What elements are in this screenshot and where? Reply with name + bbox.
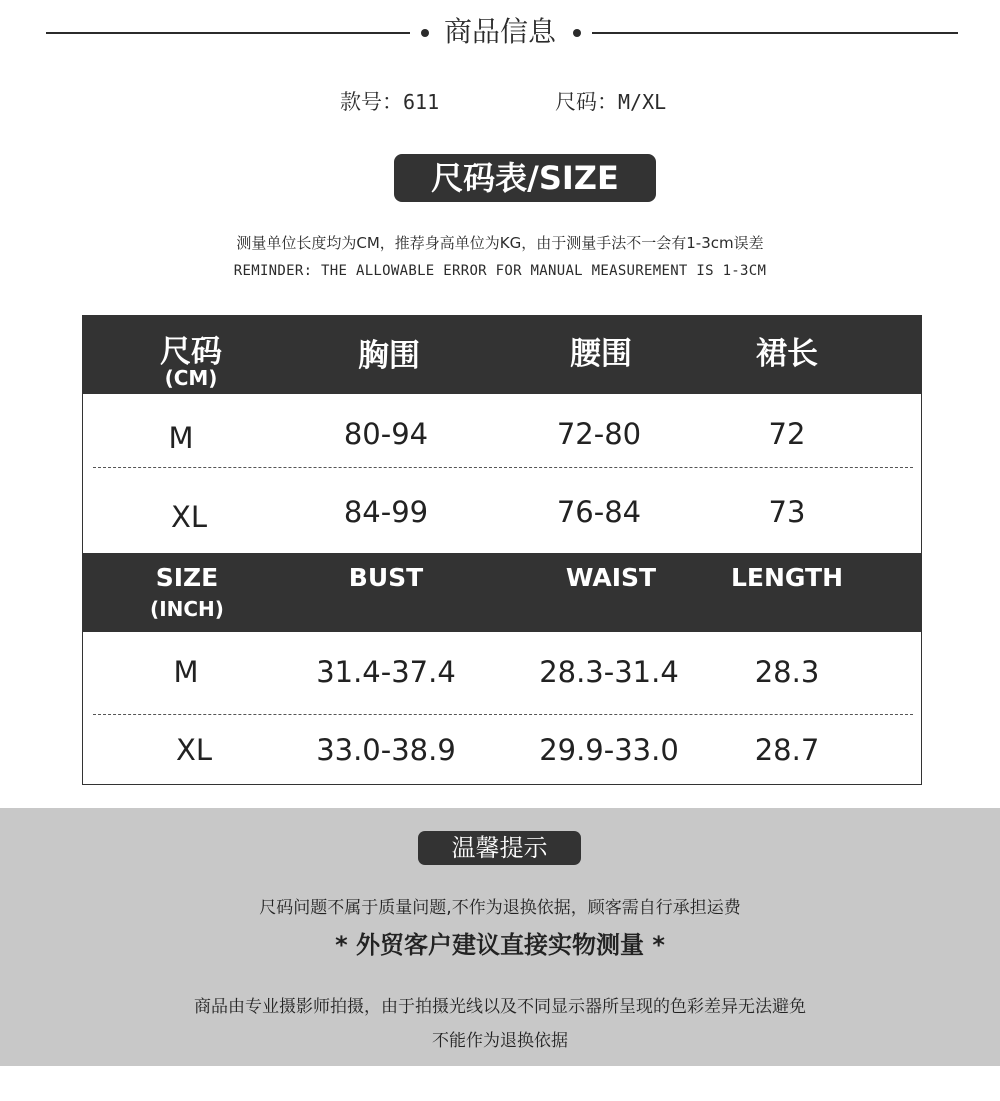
header-line-left bbox=[46, 32, 410, 34]
inch-row-xl-waist: 29.9-33.0 bbox=[539, 733, 679, 767]
style-number-value: 611 bbox=[403, 90, 440, 114]
inch-header-bust: BUST bbox=[348, 563, 424, 592]
inch-header-unit: (INCH) bbox=[150, 597, 224, 621]
header-line-right bbox=[592, 32, 958, 34]
inch-row-m-length: 28.3 bbox=[754, 655, 820, 689]
cm-header-waist: 腰围 bbox=[570, 336, 632, 372]
cm-header-bust: 胸围 bbox=[358, 338, 420, 374]
size-info-value: M/XL bbox=[618, 90, 667, 114]
cm-row-m-length: 72 bbox=[768, 417, 806, 451]
tips-line-2: * 外贸客户建议直接实物测量 * bbox=[335, 931, 665, 959]
cm-row-xl-bust: 84-99 bbox=[343, 495, 429, 529]
inch-row-xl-bust: 33.0-38.9 bbox=[316, 733, 456, 767]
cm-row-xl-length: 73 bbox=[768, 495, 806, 529]
cm-row-m-bust: 80-94 bbox=[343, 417, 429, 451]
inch-header-waist: WAIST bbox=[565, 563, 657, 592]
measurement-note-en: REMINDER: THE ALLOWABLE ERROR FOR MANUAL MEASUREMENT IS 1-3CM bbox=[233, 263, 767, 279]
cm-row-xl-size: XL bbox=[170, 500, 208, 534]
tips-badge: 温馨提示 bbox=[418, 831, 581, 865]
inch-header-length: LENGTH bbox=[731, 563, 843, 592]
inch-header-size: SIZE bbox=[155, 563, 219, 592]
size-info-label: 尺码： bbox=[555, 90, 618, 114]
row-divider bbox=[93, 714, 913, 715]
cm-header-size: 尺码 bbox=[160, 334, 222, 370]
style-number bbox=[340, 86, 439, 116]
cm-row-xl-waist: 76-84 bbox=[556, 495, 642, 529]
size-chart-badge: 尺码表/SIZE bbox=[394, 154, 656, 202]
cm-row-m-waist: 72-80 bbox=[556, 417, 642, 451]
inch-row-m-bust: 31.4-37.4 bbox=[316, 655, 456, 689]
inch-row-m-size: M bbox=[173, 655, 199, 689]
tips-line-1: 尺码问题不属于质量问题,不作为退换依据，顾客需自行承担运费 bbox=[259, 898, 741, 918]
inch-row-m-waist: 28.3-31.4 bbox=[539, 655, 679, 689]
inch-header-band bbox=[83, 553, 921, 632]
size-info bbox=[555, 86, 666, 116]
measurement-note-cn: 测量单位长度均为CM，推荐身高单位为KG，由于测量手法不一会有1-3cm误差 bbox=[236, 234, 764, 252]
cm-header-band bbox=[83, 316, 921, 394]
tips-line-4: 不能作为退换依据 bbox=[432, 1031, 568, 1051]
tips-line-3: 商品由专业摄影师拍摄，由于拍摄光线以及不同显示器所呈现的色彩差异无法避免 bbox=[194, 997, 806, 1017]
size-table bbox=[82, 315, 922, 785]
tips-section bbox=[0, 808, 1000, 1066]
inch-row-xl-length: 28.7 bbox=[754, 733, 820, 767]
row-divider bbox=[93, 467, 913, 468]
cm-row-m-size: M bbox=[168, 421, 194, 455]
header-dot-right bbox=[573, 29, 581, 37]
cm-header-length: 裙长 bbox=[756, 336, 818, 372]
section-title: 商品信息 bbox=[443, 15, 556, 48]
cm-header-unit: (CM) bbox=[164, 366, 218, 390]
inch-row-xl-size: XL bbox=[175, 733, 213, 767]
style-number-label: 款号： bbox=[340, 90, 403, 114]
